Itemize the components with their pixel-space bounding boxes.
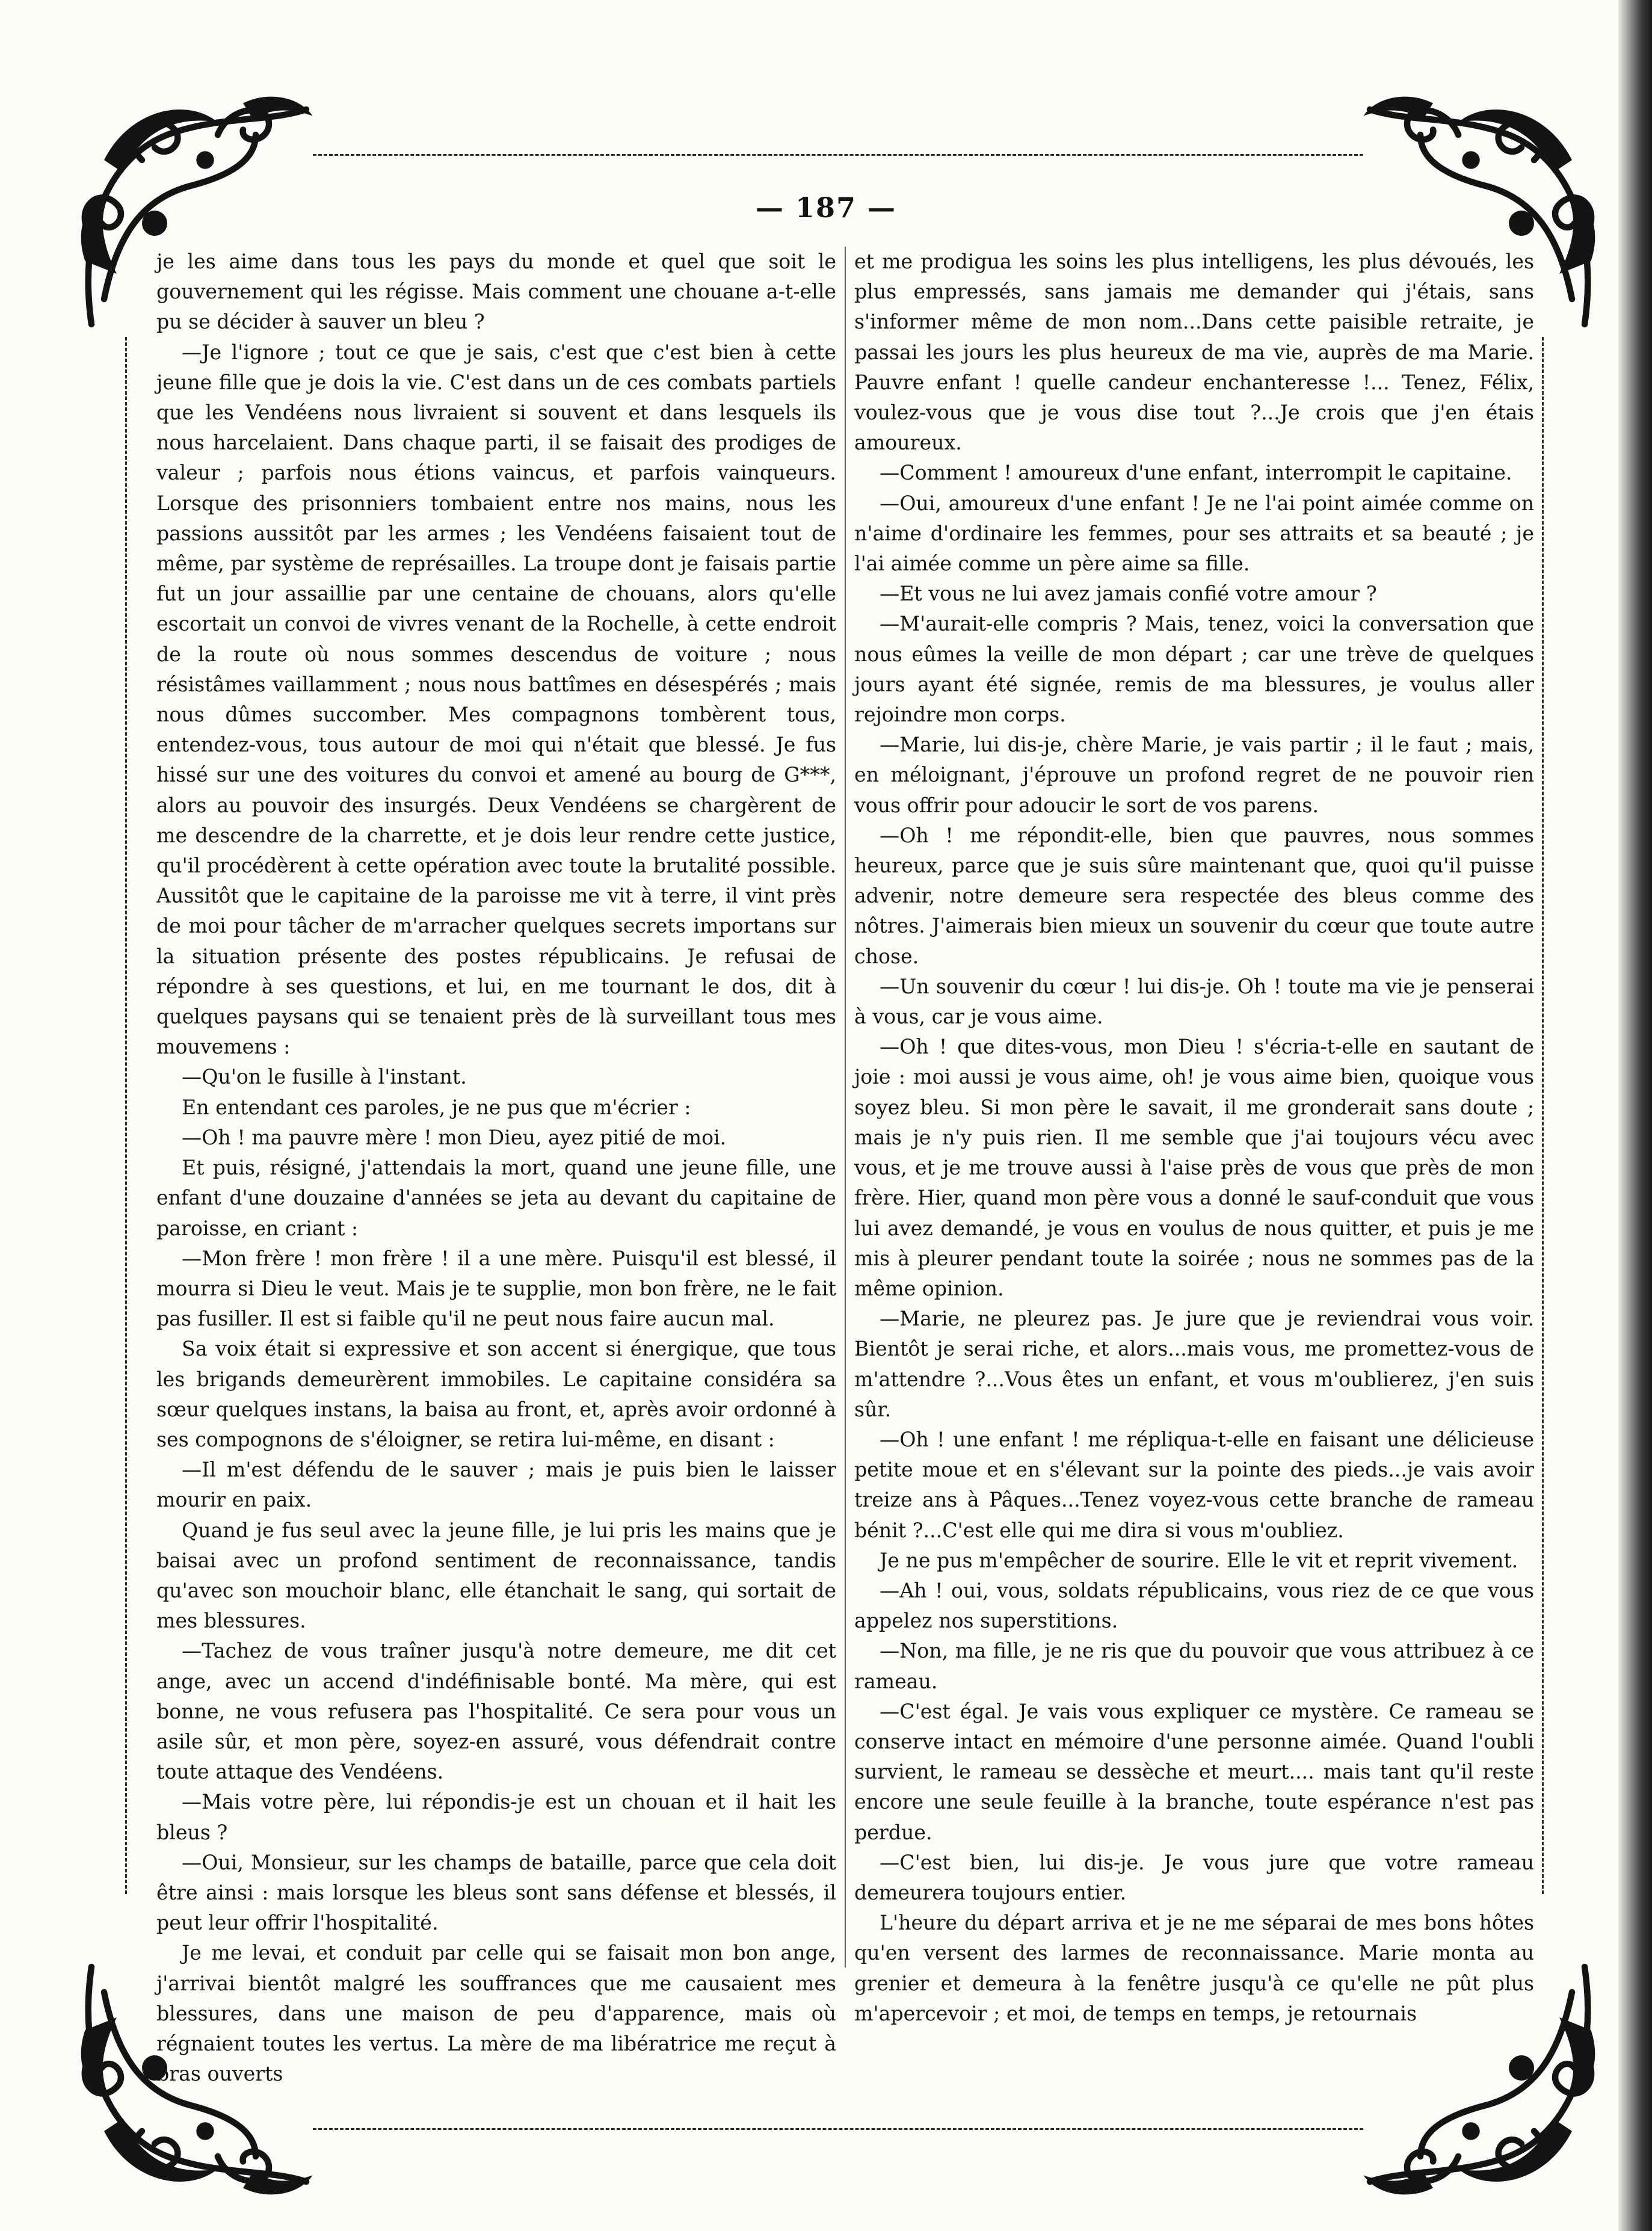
paragraph: —Oh ! me répondit-elle, bien que pauvres, nous sommes heureux, parce que je suis sûre maintenant que, quoi qu'il puisse advenir, notre demeure sera respectée des bleus comme des nôtres. J'aimerais bien mieux un souvenir du cœur que toute autre chose. bbox=[854, 823, 1534, 968]
paragraph: —Tachez de vous traîner jusqu'à notre demeure, me dit cet ange, avec un accend d'indéfinisable bonté. Ma mère, qui est bonne, ne vous refusera pas l'hospitalité. Ce sera pour vous un asile sûr, et mon père, soyez-en assuré, vous défendrait contre toute attaque des Vendéens. bbox=[156, 1639, 836, 1784]
paragraph: Je me levai, et conduit par celle qui se faisait mon bon ange, j'arrivai bientôt malgré les souffrances que me causaient mes blessures, dans une maison de peu d'apparence, mais où régnaient toutes les vertus. La mère de ma libératrice me reçut à bras ouverts bbox=[156, 1941, 836, 2086]
paragraph: —C'est égal. Je vais vous expliquer ce mystère. Ce rameau se conserve intact en mémoire d'une personne aimée. Quand l'oubli survient, le rameau se dessèche et meurt.... mais tant qu'il reste encore une seule feuille à la branche, toute espérance n'est pas perdue. bbox=[854, 1699, 1534, 1844]
paragraph: —Oh ! ma pauvre mère ! mon Dieu, ayez pitié de moi. bbox=[182, 1125, 727, 1149]
paragraph: —M'aurait-elle compris ? Mais, tenez, voici la conversation que nous eûmes la veille de mon départ ; car une trève de quelques jours ayant été signée, remis de ma blessures, je voulus aller rejoindre mon corps. bbox=[854, 612, 1534, 727]
paragraph: —Oh ! une enfant ! me répliqua-t-elle en faisant une délicieuse petite moue et en s'élevant sur la pointe des pieds...je vais avoir treize ans à Pâques...Tenez voyez-vous cette branche de rameau bénit ?...C'est elle qui me dira si vous m'oubliez. bbox=[854, 1427, 1534, 1542]
paragraph: —Oh ! que dites-vous, mon Dieu ! s'écria-t-elle en sautant de joie : moi aussi je vous aime, oh! je vous aime bien, quoique vous soyez bleu. Si mon père le savait, il me gronderait sans doute ; mais je n'y puis rien. Il me semble que j'ai toujours vécu avec vous, et je me trouve aussi à l'aise près de vous que près de mon frère. Hier, quand mon père vous a donné le sauf-conduit que vous lui avez demandé, je vous en voulus de nous quitter, et puis je me mis à pleurer pendant toute la soirée ; nous ne sommes pas de la même opinion. bbox=[854, 1035, 1534, 1300]
paragraph: Sa voix était si expressive et son accent si énergique, que tous les brigands demeurèrent immobiles. Le capitaine considéra sa sœur quelques instans, la baisa au front, et, après avoir ordonné à ses compognons de s'éloigner, se retira lui-même, en disant : bbox=[156, 1337, 836, 1451]
paragraph: —Mais votre père, lui répondis-je est un chouan et il hait les bleus ? bbox=[156, 1790, 836, 1844]
paragraph: —Oui, Monsieur, sur les champs de bataille, parce que cela doit être ainsi : mais lorsque les bleus sont sans défense et blessés, il peut leur offrir l'hospitalité. bbox=[156, 1850, 836, 1935]
paragraph: Je ne pus m'empêcher de sourire. Elle le vit et reprit vivement. bbox=[880, 1548, 1518, 1572]
column-divider bbox=[845, 247, 846, 1967]
page-number: — 187 — bbox=[755, 191, 897, 224]
paragraph: Quand je fus seul avec la jeune fille, je lui pris les mains que je baisai avec un profond sentiment de reconnaissance, tandis qu'avec son mouchoir blanc, elle étanchait le sang, qui sortait de mes blessures. bbox=[156, 1518, 836, 1633]
paragraph: —Un souvenir du cœur ! lui dis-je. Oh ! toute ma vie je penserai à vous, car je vous aime. bbox=[854, 974, 1534, 1029]
paragraph: —Comment ! amoureux d'une enfant, interrompit le capitaine. bbox=[880, 461, 1512, 485]
paragraph: —Marie, lui dis-je, chère Marie, je vais partir ; il le faut ; mais, en méloignant, j'éprouve un profond regret de ne pouvoir rien vous offrir pour adoucir le sort de vos parens. bbox=[854, 733, 1534, 817]
paragraph: —Je l'ignore ; tout ce que je sais, c'est que c'est bien à cette jeune fille que je dois la vie. C'est dans un de ces combats partiels que les Vendéens nous livraient si souvent et dans lesquels ils nous harcelaient. Dans chaque parti, il se faisait des prodiges de valeur ; parfois nous étions vaincus, et parfois vainqueurs. Lorsque des prisonniers tombaient entre nos mains, nous les passions aussitôt par les armes ; les Vendéens faisaient tout de même, par système de représailles. La troupe dont je faisais partie fut un jour assaillie par une centaine de chouans, alors qu'elle escortait un convoi de vivres venant de la Rochelle, à cette endroit de la route où nous sommes descendus de voiture ; nous résistâmes vaillamment ; nous nous battîmes en désespérés ; mais nous dûmes succomber. Mes compagnons tombèrent tous, entendez-vous, tous autour de moi qui n'était que blessé. Je fus hissé sur une des voitures du convoi et amené au bourg de G***, alors au pouvoir des insurgés. Deux Vendéens se chargèrent de me descendre de la charrette, et je dois leur rendre cette justice, qu'il procédèrent à cette opération avec toute la brutalité possible. Aussitôt que le capitaine de la paroisse me vit à terre, il vint près de moi pour tâcher de m'arracher quelques secrets importans sur la situation présente des postes républicains. Je refusai de répondre à ses questions, et lui, en me tournant le dos, dit à quelques paysans qui se tenaient près de là surveillant tous mes mouvemens : bbox=[156, 340, 836, 1059]
border-rule-top bbox=[313, 154, 1363, 156]
border-rule-right bbox=[1542, 337, 1544, 1894]
right-column-text bbox=[854, 247, 1534, 2025]
left-column-text bbox=[156, 247, 836, 2086]
paragraph: —Oui, amoureux d'une enfant ! Je ne l'ai point aimée comme on n'aime d'ordinaire les femmes, pour ses attraits et sa beauté ; je l'ai aimée comme un père aime sa fille. bbox=[854, 491, 1534, 576]
border-rule-left bbox=[125, 337, 127, 1894]
paragraph: je les aime dans tous les pays du monde et quel que soit le gouvernement qui les régisse. Mais comment une chouane a-t-elle pu se décider à sauver un bleu ? bbox=[156, 250, 836, 334]
paragraph: —Et vous ne lui avez jamais confié votre amour ? bbox=[880, 582, 1377, 606]
paragraph: —Ah ! oui, vous, soldats républicains, vous riez de ce que vous appelez nos superstitions. bbox=[854, 1578, 1534, 1633]
paragraph: En entendant ces paroles, je ne pus que m'écrier : bbox=[182, 1095, 691, 1119]
paragraph: Et puis, résigné, j'attendais la mort, quand une jeune fille, une enfant d'une douzaine d'années se jeta au devant du capitaine de paroisse, en criant : bbox=[156, 1156, 836, 1240]
paragraph: —Il m'est défendu de le sauver ; mais je puis bien le laisser mourir en paix. bbox=[156, 1458, 836, 1512]
paragraph: —C'est bien, lui dis-je. Je vous jure que votre rameau demeurera toujours entier. bbox=[854, 1850, 1534, 1904]
paragraph: —Mon frère ! mon frère ! il a une mère. Puisqu'il est blessé, il mourra si Dieu le veut. Mais je te supplie, mon bon frère, ne le fait pas fusiller. Il est si faible qu'il ne peut nous faire aucun mal. bbox=[156, 1246, 836, 1331]
page-edge-shadow bbox=[1618, 0, 1652, 2231]
paragraph: —Qu'on le fusille à l'instant. bbox=[182, 1065, 467, 1089]
paragraph: L'heure du départ arriva et je ne me séparai de mes bons hôtes qu'en versent des larmes de reconnaissance. Marie monta au grenier et demeura à la fenêtre jusqu'à ce qu'elle ne pût plus m'apercevoir ; et moi, de temps en temps, je retournais bbox=[854, 1911, 1534, 2025]
paragraph: —Marie, ne pleurez pas. Je jure que je reviendrai vous voir. Bientôt je serai riche, et alors...mais vous, me promettez-vous de m'attendre ?...Vous êtes un enfant, et vous m'oublierez, j'en suis sûr. bbox=[854, 1307, 1534, 1421]
paragraph: et me prodigua les soins les plus intelligens, les plus dévoués, les plus empressés, sans jamais me demander qui j'étais, sans s'informer même de mon nom...Dans cette paisible retraite, je passai les jours les plus heureux de ma vie, auprès de ma Marie. Pauvre enfant ! quelle candeur enchanteresse !... Tenez, Félix, voulez-vous que je vous dise tout ?...Je crois que j'en étais amoureux. bbox=[854, 250, 1534, 455]
paragraph: —Non, ma fille, je ne ris que du pouvoir que vous attribuez à ce rameau. bbox=[854, 1639, 1534, 1693]
border-rule-bottom bbox=[313, 2128, 1363, 2130]
